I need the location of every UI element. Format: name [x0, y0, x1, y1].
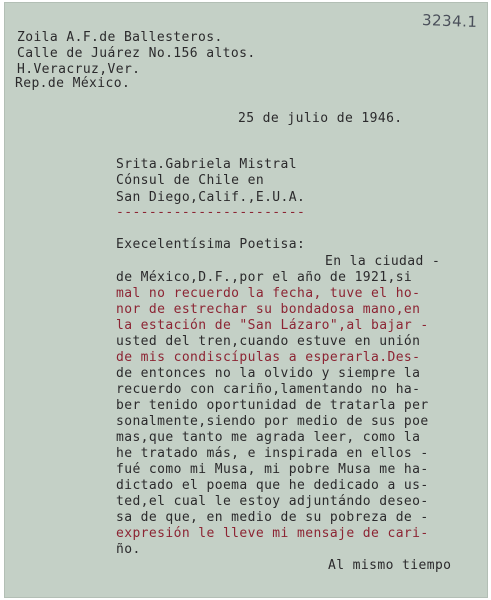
body-line: mal no recuerdo la fecha, tuve el ho-: [116, 286, 421, 301]
sender-street: Calle de Juárez No.156 altos.: [17, 46, 256, 61]
recipient-name: Srita.Gabriela Mistral: [116, 157, 297, 172]
closing-line: Al mismo tiempo: [328, 558, 452, 573]
body-line: fué como mi Musa, mi pobre Musa me ha-: [116, 462, 429, 477]
sender-country: Rep.de México.: [15, 76, 131, 91]
body-line: recuerdo con cariño,lamentando no ha-: [116, 382, 421, 397]
body-line: En la ciudad -: [325, 254, 441, 269]
recipient-title: Cónsul de Chile en: [116, 173, 265, 188]
body-line: dictado el poema que he dedicado a us-: [116, 478, 429, 493]
body-line: la estación de "San Lázaro",al bajar -: [116, 318, 429, 333]
sender-city: H.Veracruz,Ver.: [17, 62, 141, 77]
letter-sheet: [4, 2, 488, 598]
body-line: sonalmente,siendo por medio de sus poe: [116, 414, 429, 429]
body-line: de mis condiscípulas a esperarla.Des-: [116, 350, 421, 365]
body-line: ber tenido oportunidad de tratarla per: [116, 398, 429, 413]
body-line: ted,el cual le estoy adjuntándo deseo-: [116, 494, 429, 509]
body-line: mas,que tanto me agrada leer, como la: [116, 430, 421, 445]
body-line: expresión le lleve mi mensaje de cari-: [116, 526, 429, 541]
body-line: sa de que, en medio de su pobreza de -: [116, 510, 429, 525]
body-line: de entonces no la olvido y siempre la: [116, 366, 421, 381]
salutation: Execelentísima Poetisa:: [116, 237, 306, 252]
letter-date: 25 de julio de 1946.: [238, 111, 403, 126]
sender-name: Zoila A.F.de Ballesteros.: [17, 30, 223, 45]
body-line: nor de estrechar su bondadosa mano,en: [116, 302, 421, 317]
recipient-underline: -----------------------: [116, 205, 306, 220]
body-line: he tratado más, e inspirada en ellos -: [116, 446, 429, 461]
recipient-city: San Diego,Calif.,E.U.A.: [116, 190, 306, 205]
body-line: usted del tren,cuando estuve en unión: [116, 334, 421, 349]
body-line: de México,D.F.,por el año de 1921,si: [116, 270, 413, 285]
body-line: ño.: [116, 542, 141, 557]
archive-number-annotation: 3234.1: [421, 11, 478, 31]
